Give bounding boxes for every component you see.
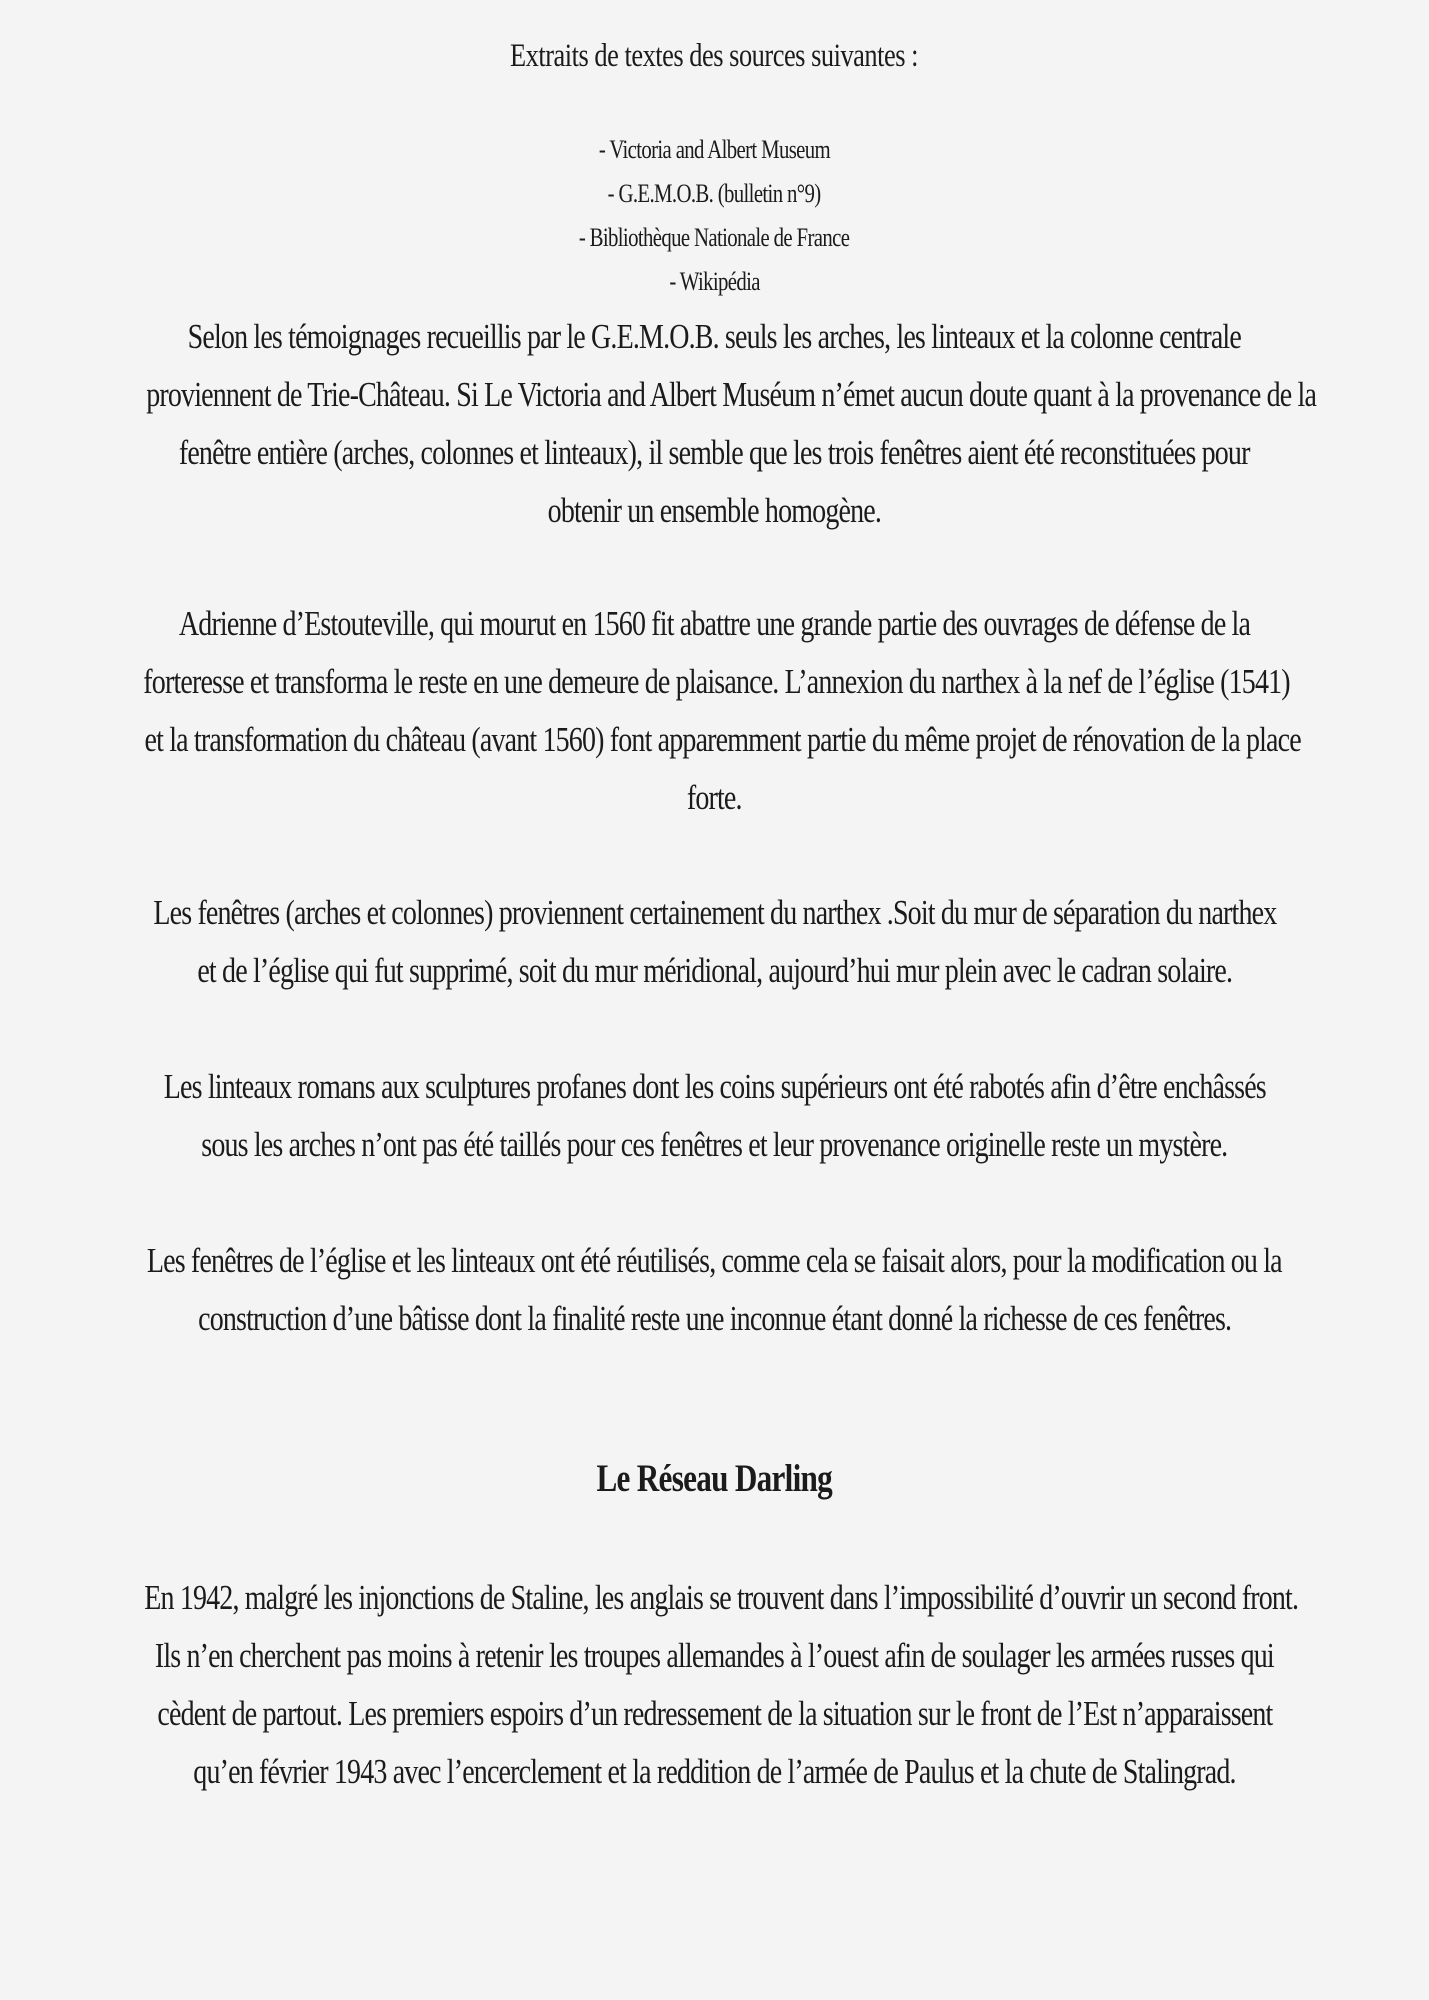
paragraph-line: forte. xyxy=(687,778,742,817)
paragraph-line: construction d’une bâtisse dont la finalité reste une inconnue étant donné la richesse de ces fenêtres. xyxy=(197,1299,1232,1338)
source-item-text: - Victoria and Albert Museum xyxy=(598,135,831,164)
paragraph-line: fenêtre entière (arches, colonnes et linteaux), il semble que les trois fenêtres aient été reconstituées pour xyxy=(179,433,1250,472)
paragraph-line: et la transformation du château (avant 1560) font apparemment partie du même projet de rénovation de la place xyxy=(144,720,1301,759)
paragraph-reutilisation xyxy=(0,1232,1429,1348)
paragraph-line: sous les arches n’ont pas été taillés pour ces fenêtres et leur provenance originelle reste un mystère. xyxy=(201,1125,1228,1164)
source-item xyxy=(0,218,1429,262)
paragraph-line: proviennent de Trie-Château. Si Le Victoria and Albert Muséum n’émet aucun doute quant à la provenance de la xyxy=(146,375,1317,414)
paragraph-linteaux xyxy=(0,1058,1429,1174)
section-heading xyxy=(0,1453,1429,1505)
paragraph-line: Les fenêtres de l’église et les linteaux ont été réutilisés, comme cela se faisait alors, pour la modification ou la xyxy=(147,1241,1282,1280)
source-item xyxy=(0,262,1429,306)
sources-intro-text: Extraits de textes des sources suivantes : xyxy=(510,38,919,74)
paragraph-reseau-darling xyxy=(0,1569,1429,1801)
paragraph-line: Selon les témoignages recueillis par le G.E.M.O.B. seuls les arches, les linteaux et la colonne centrale xyxy=(187,317,1242,356)
paragraph-line: En 1942, malgré les injonctions de Staline, les anglais se trouvent dans l’impossibilité d’ouvrir un second front. xyxy=(144,1578,1299,1617)
paragraph-line: Adrienne d’Estouteville, qui mourut en 1560 fit abattre une grande partie des ouvrages de défense de la xyxy=(178,604,1251,643)
paragraph-line: cèdent de partout. Les premiers espoirs d’un redressement de la situation sur le front de l’Est n’apparaissent xyxy=(156,1694,1273,1733)
paragraph-line: et de l’église qui fut supprimé, soit du mur méridional, aujourd’hui mur plein avec le cadran solaire. xyxy=(197,951,1232,990)
source-item xyxy=(0,174,1429,218)
paragraph-line: qu’en février 1943 avec l’encerclement et la reddition de l’armée de Paulus et la chute de Stalingrad. xyxy=(193,1752,1236,1791)
paragraph-line: obtenir un ensemble homogène. xyxy=(547,491,882,530)
paragraph-line: Les linteaux romans aux sculptures profanes dont les coins supérieurs ont été rabotés afin d’être enchâssés xyxy=(163,1067,1266,1106)
sources-list xyxy=(0,130,1429,306)
paragraph-line: Ils n’en cherchent pas moins à retenir les troupes allemandes à l’ouest afin de soulager les armées russes qui xyxy=(155,1636,1274,1675)
source-item-text: - G.E.M.O.B. (bulletin n°9) xyxy=(608,179,821,208)
source-item-text: - Wikipédia xyxy=(669,267,760,296)
paragraph-line: forteresse et transforma le reste en une demeure de plaisance. L’annexion du narthex à la nef de l’église (1541) xyxy=(143,662,1290,701)
paragraph-fenetres xyxy=(0,884,1429,1000)
section-heading-text: Le Réseau Darling xyxy=(596,1457,833,1500)
source-item-text: - Bibliothèque Nationale de France xyxy=(579,223,850,252)
paragraph-provenance xyxy=(0,308,1429,540)
paragraph-line: Les fenêtres (arches et colonnes) proviennent certainement du narthex .Soit du mur de séparation du narthex xyxy=(152,893,1276,932)
source-item xyxy=(0,130,1429,174)
paragraph-estouteville xyxy=(0,595,1429,827)
sources-intro xyxy=(0,34,1429,78)
